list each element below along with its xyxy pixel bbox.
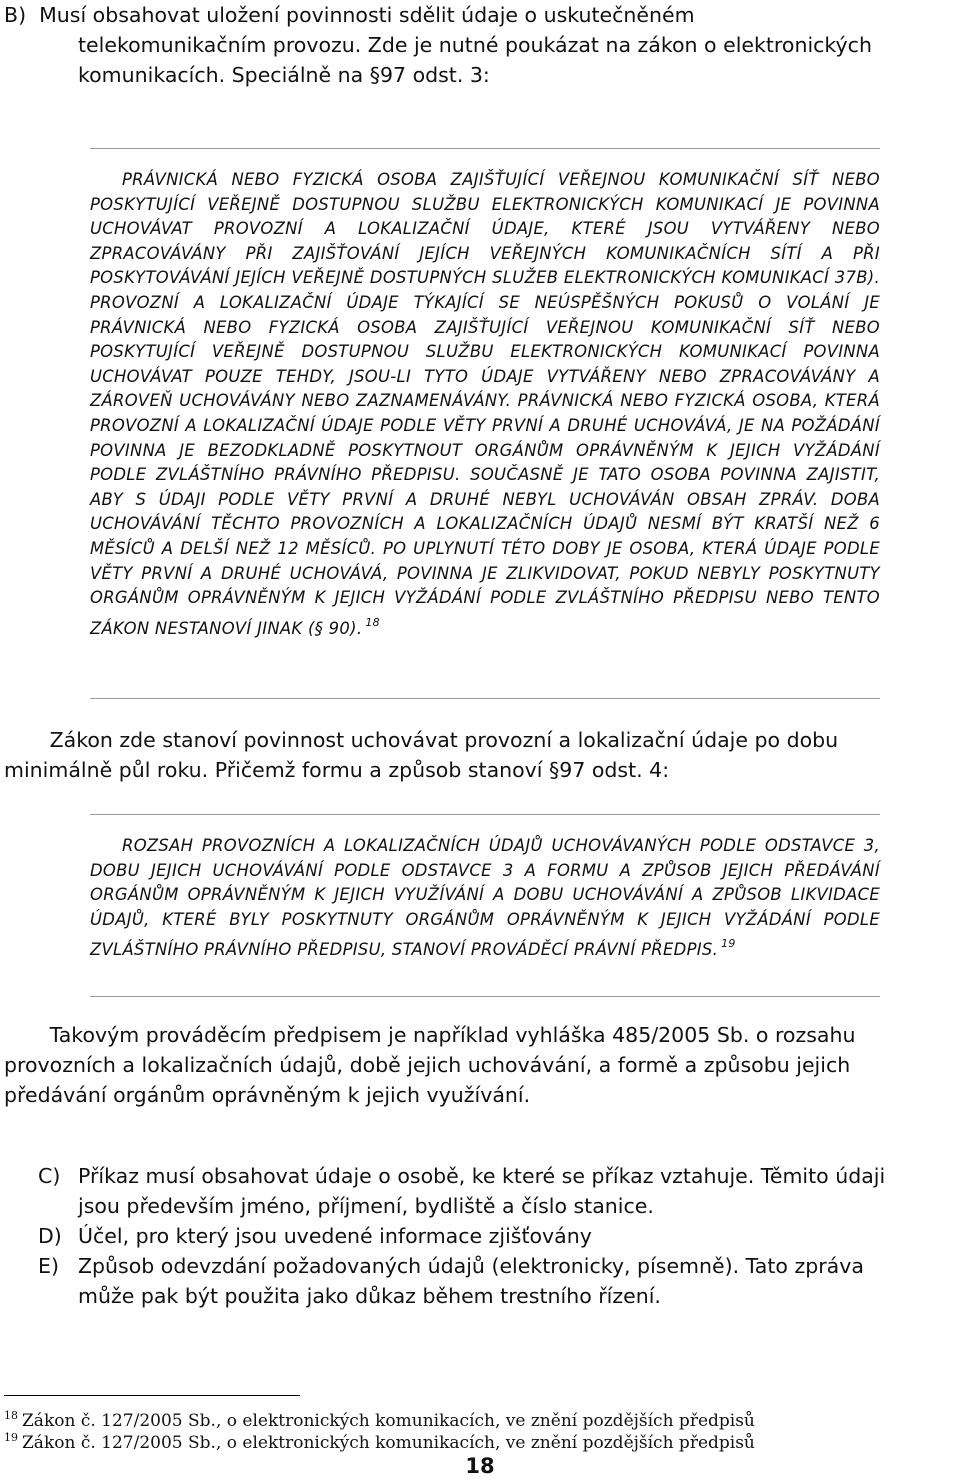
paragraph1-line-2: minimálně půl roku. Přičemž formu a způsob stanoví §97 odst. 4: bbox=[4, 758, 670, 782]
footnote-text: Zákon č. 127/2005 Sb., o elektronických komunikacích, ve znění pozdějších předpisů bbox=[22, 1433, 755, 1453]
quote-section-97-3 bbox=[90, 168, 880, 641]
quote1-text: PRÁVNICKÁ NEBO FYZICKÁ OSOBA ZAJIŠŤUJÍCÍ VEŘEJNOU KOMUNIKAČNÍ SÍŤ NEBO POSKYTUJÍCÍ VEŘEJNĚ DOSTUPNOU SLUŽBU ELEKTRONICKÝCH KOMUNIKACÍ JE POVINNA UCHOVÁVAT PROVOZNÍ A LOKALIZAČNÍ ÚDAJE, KTERÉ JSOU VYTVÁŘENY NEBO ZPRACOVÁVÁNY PŘI ZAJIŠŤOVÁNÍ JEJÍCH VEŘEJNÝCH KOMUNIKAČNÍCH SÍTÍ A PŘI POSKYTOVÁVÁNÍ JEJÍCH VEŘEJNĚ DOSTUPNÝCH SLUŽEB ELEKTRONICKÝCH KOMUNIKACÍ 37B). PROVOZNÍ A LOKALIZAČNÍ ÚDAJE TÝKAJÍCÍ SE NEÚSPĚŠNÝCH POKUSŮ O VOLÁNÍ JE PRÁVNICKÁ NEBO FYZICKÁ OSOBA ZAJIŠŤUJÍCÍ VEŘEJNOU KOMUNIKAČNÍ SÍŤ NEBO POSKYTUJÍCÍ VEŘEJNĚ DOSTUPNOU SLUŽBU ELEKTRONICKÝCH KOMUNIKACÍ POVINNA UCHOVÁVAT POUZE TEHDY, JSOU-LI TYTO ÚDAJE VYTVÁŘENY NEBO ZPRACOVÁVÁNY A ZÁROVEŇ UCHOVÁVÁNY NEBO ZAZNAMENÁVÁNY. PRÁVNICKÁ NEBO FYZICKÁ OSOBA, KTERÁ PROVOZNÍ A LOKALIZAČNÍ ÚDAJE PODLE VĚTY PRVNÍ A DRUHÉ UCHOVÁVÁ, JE NA POŽÁDÁNÍ POVINNA JE BEZODKLADNĚ POSKYTNOUT ORGÁNŮM OPRÁVNĚNÝM K JEJICH VYŽÁDÁNÍ PODLE ZVLÁŠTNÍHO PRÁVNÍHO PŘEDPISU. SOUČASNĚ JE TATO OSOBA POVINNA ZAJISTIT, ABY S ÚDAJI PODLE VĚTY PRVNÍ A DRUHÉ NEBYL UCHOVÁVÁN OBSAH ZPRÁV. DOBA UCHOVÁVÁNÍ TĚCHTO PROVOZNÍCH A LOKALIZAČNÍCH ÚDAJŮ NESMÍ BÝT KRATŠÍ NEŽ 6 MĚSÍCŮ A DELŠÍ NEŽ 12 MĚSÍCŮ. PO UPLYNUTÍ TÉTO DOBY JE OSOBA, KTERÁ ÚDAJE PODLE VĚTY PRVNÍ A DRUHÉ UCHOVÁVÁ, POVINNA JE ZLIKVIDOVAT, POKUD NEBYLY POSKYTNUTY ORGÁNŮM OPRÁVNĚNÝM K JEJICH VYŽÁDÁNÍ PODLE ZVLÁŠTNÍHO PŘEDPISU NEBO TENTO ZÁKON NESTANOVÍ JINAK (§ 90). bbox=[90, 170, 880, 638]
list-item-e bbox=[38, 1251, 864, 1308]
quote-section-97-4 bbox=[90, 834, 880, 963]
quote1-top-rule bbox=[90, 148, 880, 149]
paragraph2-line-2: provozních a lokalizačních údajů, době jejich uchovávání, a formě a způsobu jejich bbox=[4, 1053, 851, 1077]
paragraph2-line-1: Takovým prováděcím předpisem je například vyhláška 485/2005 Sb. o rozsahu bbox=[4, 1023, 856, 1047]
list-marker: E) bbox=[38, 1254, 59, 1278]
quote2-top-rule bbox=[90, 814, 880, 815]
paragraph1-line-1: Zákon zde stanoví povinnost uchovávat provozní a lokalizační údaje po dobu bbox=[4, 728, 839, 752]
footnote-19 bbox=[4, 1428, 755, 1453]
list-marker: C) bbox=[38, 1164, 61, 1188]
paragraph2-line-3: předávání orgánům oprávněným k jejich využívání. bbox=[4, 1083, 531, 1107]
footnote-ref-19: 19 bbox=[721, 937, 736, 951]
section-b-line-1: B) Musí obsahovat uložení povinnosti sdělit údaje o uskutečněném bbox=[4, 3, 695, 27]
list-item-text: jsou především jméno, příjmení, bydliště a číslo stanice. bbox=[78, 1194, 654, 1218]
page-number: 18 bbox=[465, 1454, 495, 1478]
list-item-c bbox=[38, 1161, 886, 1218]
footnote-text: Zákon č. 127/2005 Sb., o elektronických komunikacích, ve znění pozdějších předpisů bbox=[22, 1411, 755, 1431]
footnote-separator bbox=[4, 1395, 300, 1396]
list-item-text: Příkaz musí obsahovat údaje o osobě, ke které se příkaz vztahuje. Těmito údaji bbox=[78, 1164, 886, 1188]
quote2-text: ROZSAH PROVOZNÍCH A LOKALIZAČNÍCH ÚDAJŮ UCHOVÁVANÝCH PODLE ODSTAVCE 3, DOBU JEJICH UCHOVÁVÁNÍ PODLE ODSTAVCE 3 A FORMU A ZPŮSOB JEJICH PŘEDÁVÁNÍ ORGÁNŮM OPRÁVNĚNÝM K JEJICH VYUŽÍVÁNÍ A DOBU UCHOVÁVÁNÍ A ZPŮSOB LIKVIDACE ÚDAJŮ, KTERÉ BYLY POSKYTNUTY ORGÁNŮM OPRÁVNĚNÝM K JEJICH VYŽÁDÁNÍ PODLE ZVLÁŠTNÍHO PRÁVNÍHO PŘEDPISU, STANOVÍ PROVÁDĚCÍ PRÁVNÍ PŘEDPIS. bbox=[90, 836, 880, 960]
list-item-d bbox=[38, 1221, 592, 1251]
list-marker: D) bbox=[38, 1224, 62, 1248]
list-item-text: může pak být použita jako důkaz během trestního řízení. bbox=[78, 1284, 661, 1308]
quote2-bottom-rule bbox=[90, 996, 880, 997]
list-item-text: Způsob odevzdání požadovaných údajů (elektronicky, písemně). Tato zpráva bbox=[78, 1254, 864, 1278]
footnote-ref-18: 18 bbox=[365, 615, 380, 629]
footnote-number: 18 bbox=[4, 1409, 18, 1422]
list-item-text: Účel, pro který jsou uvedené informace zjišťovány bbox=[78, 1224, 592, 1248]
quote1-bottom-rule bbox=[90, 698, 880, 699]
section-b-line-3: komunikacích. Speciálně na §97 odst. 3: bbox=[78, 63, 490, 87]
footnote-number: 19 bbox=[4, 1431, 18, 1444]
section-b-line-2: telekomunikačním provozu. Zde je nutné poukázat na zákon o elektronických bbox=[78, 33, 872, 57]
